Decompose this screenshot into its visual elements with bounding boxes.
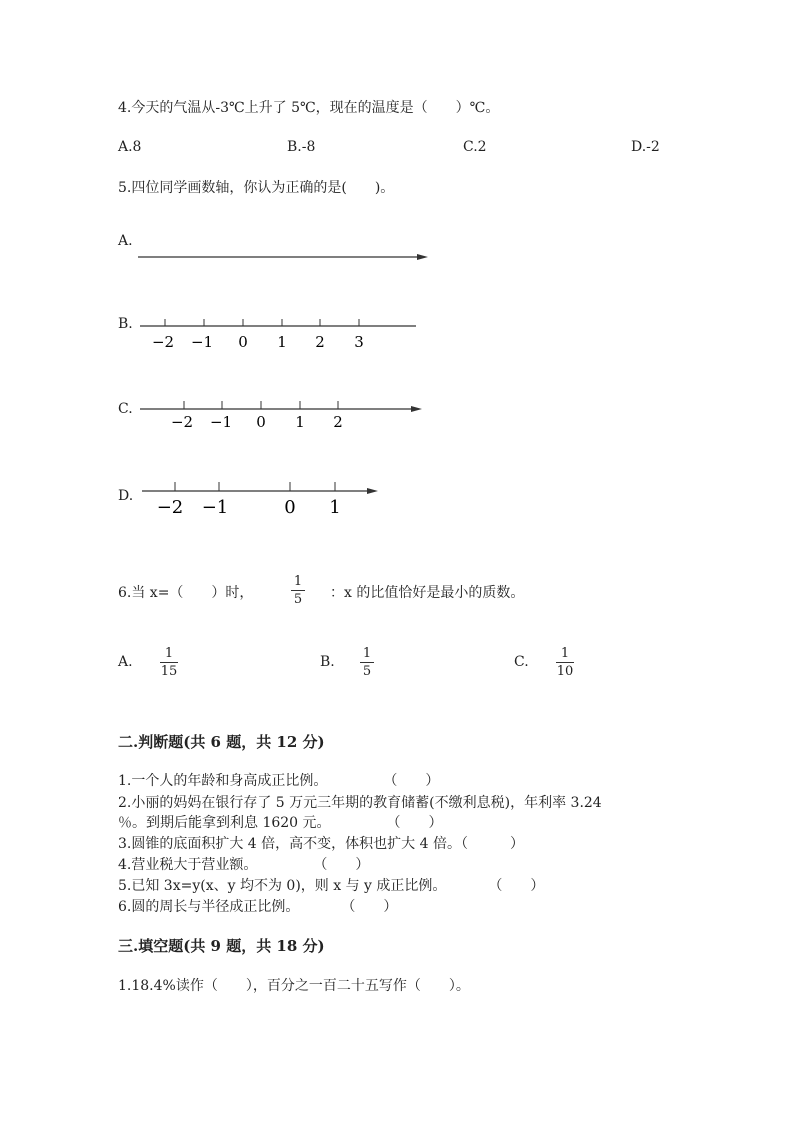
q5-label-a: A.: [118, 233, 133, 249]
tick-label: 1: [295, 413, 305, 431]
number-line-d: [130, 478, 390, 522]
section-heading-judgment: 二.判断题(共 6 题，共 12 分): [118, 733, 325, 751]
q6-option-b-label: B.: [320, 654, 335, 670]
q6-option-a-label: A.: [118, 654, 133, 670]
tick-label: −1: [201, 497, 229, 518]
tick-label: −1: [209, 413, 233, 431]
judgment-item: 3.圆锥的底面积扩大 4 倍，高不变，体积也扩大 4 倍。（ ）: [118, 836, 524, 852]
q6-option-c-label: C.: [514, 654, 529, 670]
fraction-bar: [360, 662, 374, 663]
tick-label: −2: [156, 497, 184, 518]
tick-label: 2: [333, 413, 343, 431]
tick-label: 2: [315, 333, 325, 351]
q6-option-a-fraction: [160, 646, 178, 679]
number-line-a: [130, 246, 440, 266]
tick-label: 0: [284, 497, 296, 518]
section-heading-fill-blank: 三.填空题(共 9 题，共 18 分): [118, 937, 325, 955]
number-line-b: [130, 314, 430, 354]
q5-label-c: C.: [118, 401, 133, 417]
tick-label: −1: [190, 333, 214, 351]
q4-option-a: A.8: [118, 139, 142, 155]
q4-option-c: C.2: [463, 139, 487, 155]
q5-label-d: D.: [118, 488, 134, 504]
q5-stem: 5.四位同学画数轴，你认为正确的是( )。: [118, 180, 395, 196]
fraction-numerator: 1: [164, 646, 174, 661]
q6-stem-after: ：x 的比值恰好是最小的质数。: [330, 585, 525, 601]
number-line-c: [130, 397, 430, 437]
fraction-denominator: 15: [160, 664, 178, 679]
fraction-denominator: 5: [293, 592, 303, 607]
q6-stem-fraction: [291, 574, 305, 607]
fraction-bar: [291, 590, 305, 591]
fraction-denominator: 10: [556, 664, 574, 679]
fraction-numerator: 1: [560, 646, 570, 661]
fraction-bar: [556, 662, 574, 663]
tick-label: −2: [151, 333, 175, 351]
fraction-numerator: 1: [293, 574, 303, 589]
tick-label: 1: [329, 497, 341, 518]
q5-label-b: B.: [118, 316, 133, 332]
tick-label: 3: [354, 333, 364, 351]
tick-label: 1: [277, 333, 287, 351]
judgment-item: 2.小丽的妈妈在银行存了 5 万元三年期的教育储蓄(不缴利息税)，年利率 3.24: [118, 795, 602, 811]
q6-option-b-fraction: [360, 646, 374, 679]
fill-blank-item: 1.18.4%读作（ ），百分之一百二十五写作（ ）。: [118, 978, 470, 994]
q6-stem-before: 6.当 x=（ ）时，: [118, 585, 254, 601]
tick-label: 0: [238, 333, 248, 351]
q4-option-b: B.-8: [287, 139, 316, 155]
tick-label: −2: [170, 413, 194, 431]
judgment-item: 1.一个人的年龄和身高成正比例。 （ ）: [118, 773, 440, 789]
judgment-item: 6.圆的周长与半径成正比例。 （ ）: [118, 899, 398, 915]
judgment-item: ％。到期后能拿到利息 1620 元。 （ ）: [118, 815, 443, 831]
q4-stem: 4.今天的气温从-3℃上升了 5℃，现在的温度是（ ）℃。: [118, 100, 500, 116]
q4-option-d: D.-2: [631, 139, 660, 155]
judgment-item: 5.已知 3x=y(x、y 均不为 0)，则 x 与 y 成正比例。 （ ）: [118, 878, 545, 894]
fraction-bar: [160, 662, 178, 663]
tick-label: 0: [256, 413, 266, 431]
judgment-item: 4.营业税大于营业额。 （ ）: [118, 857, 370, 873]
q6-option-c-fraction: [556, 646, 574, 679]
fraction-denominator: 5: [362, 664, 372, 679]
fraction-numerator: 1: [362, 646, 372, 661]
